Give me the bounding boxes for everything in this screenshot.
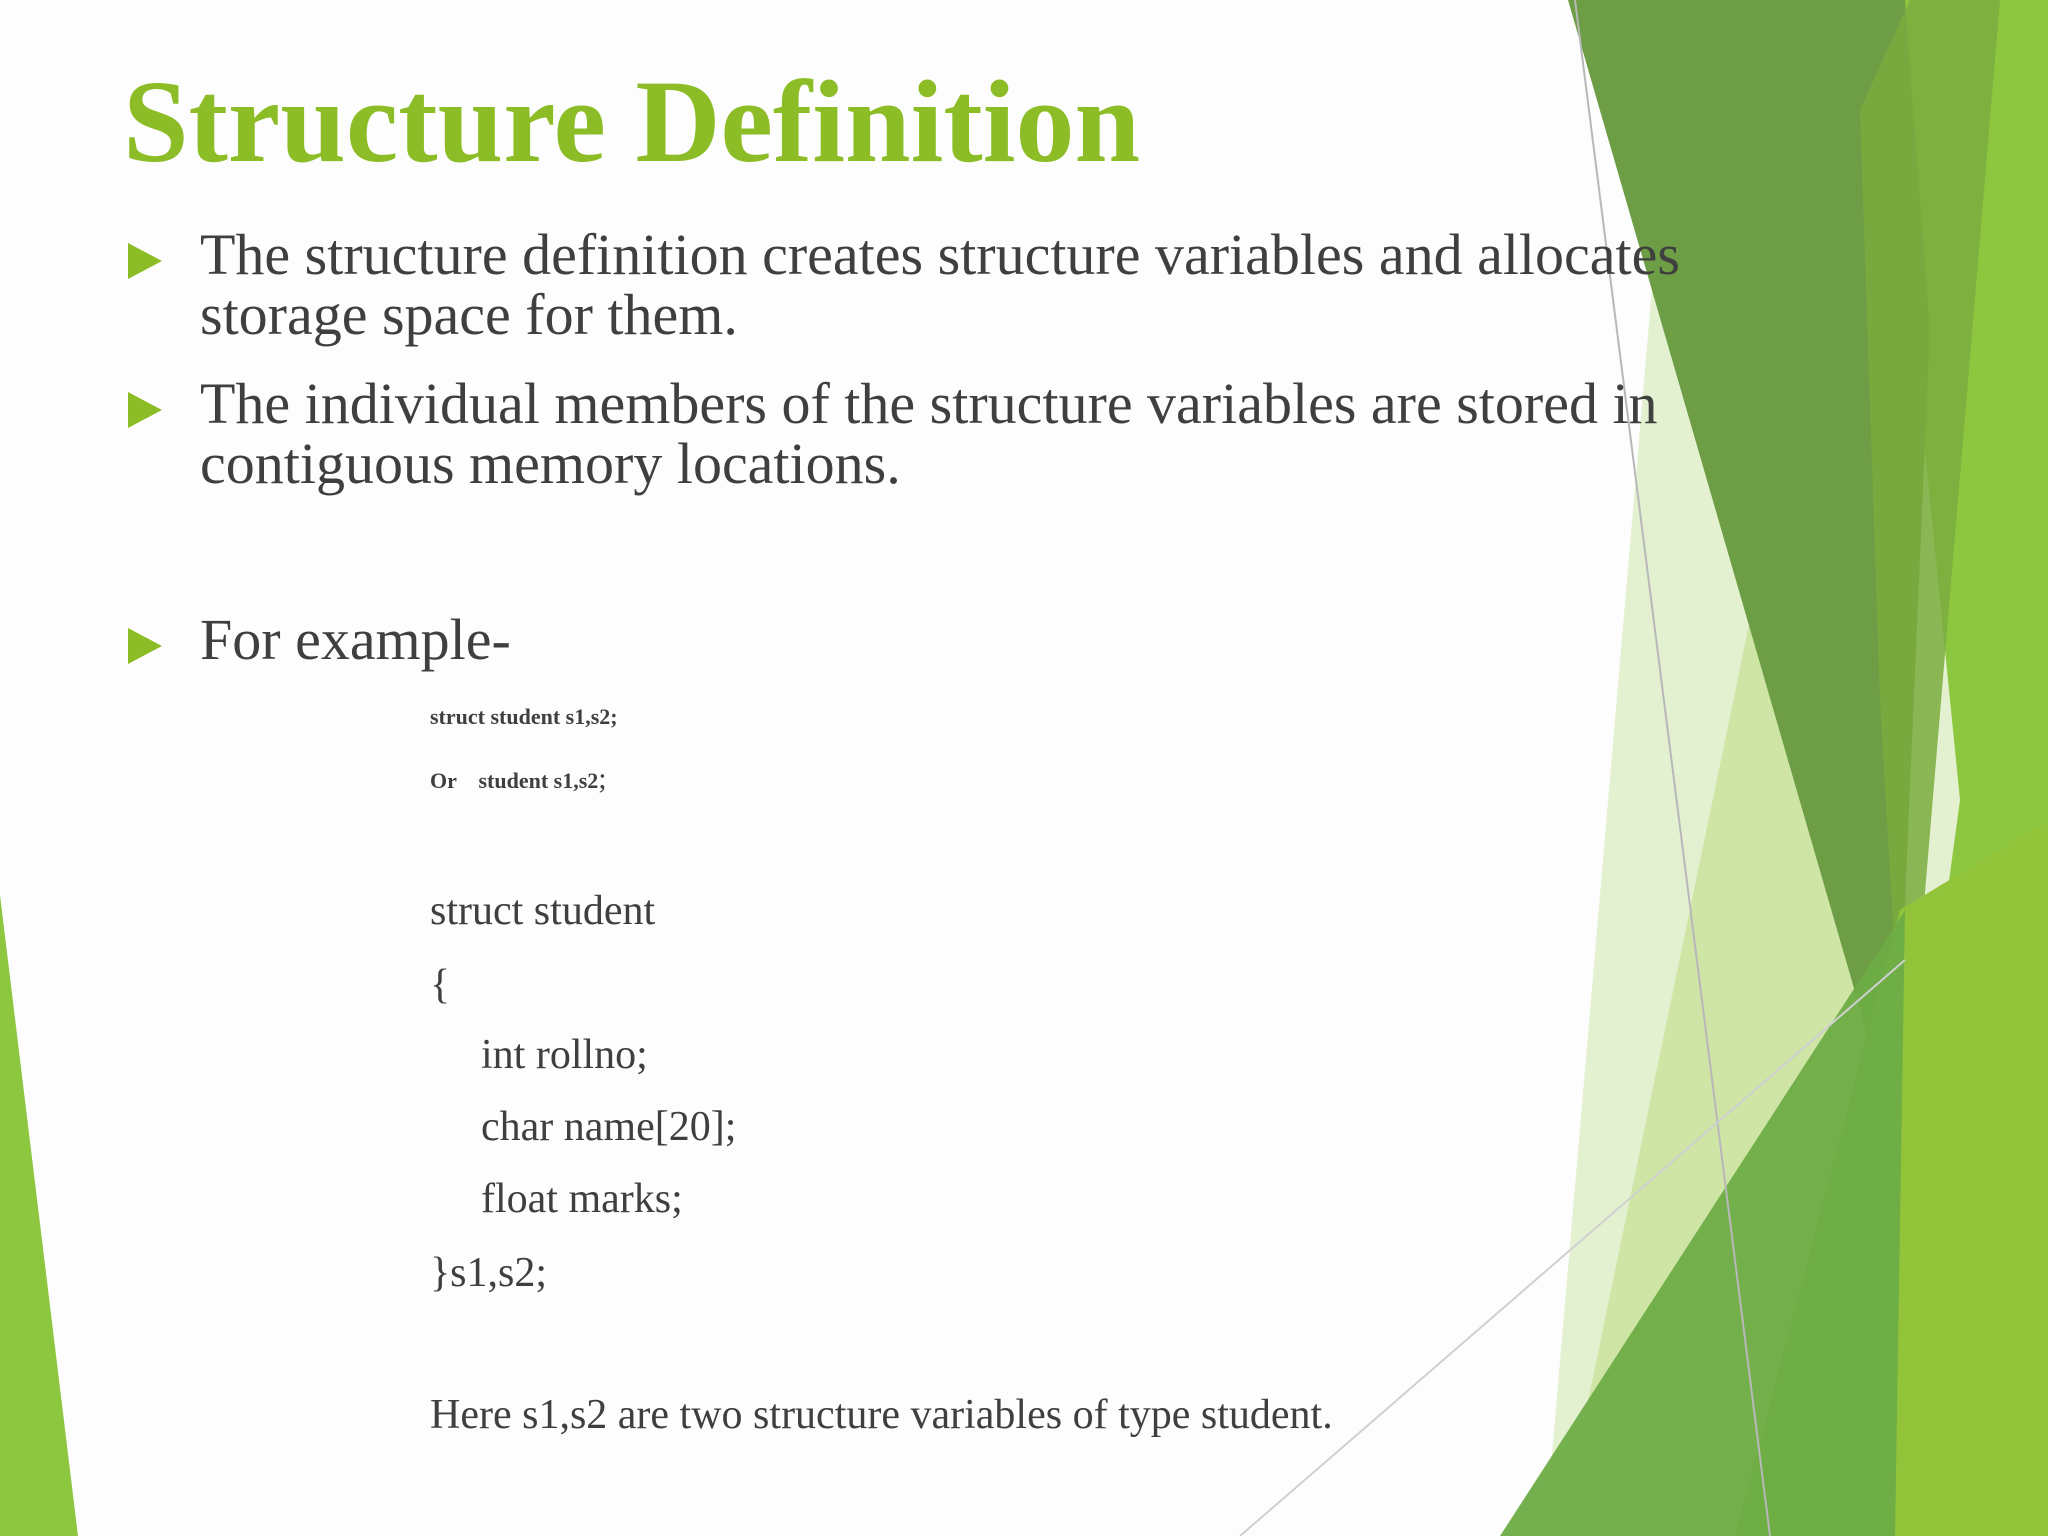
code-line: char name[20]; xyxy=(481,1104,737,1150)
code-line: { xyxy=(430,962,451,1008)
bullet-line: For example- xyxy=(200,607,511,672)
slide-title: Structure Definition xyxy=(123,56,1141,187)
right-triangle-icon xyxy=(128,392,162,428)
example-note: Here s1,s2 are two structure variables of type student. xyxy=(430,1392,1333,1438)
code-line: float marks; xyxy=(481,1176,683,1222)
alternative-semicolon: ; xyxy=(598,762,607,795)
bullet-line: storage space for them. xyxy=(200,282,738,347)
example-alternative xyxy=(430,762,607,795)
code-line: struct student xyxy=(430,888,656,934)
code-line: }s1,s2; xyxy=(430,1250,548,1296)
alternative-text: Or student s1,s2 xyxy=(430,768,599,793)
left-edge-shape xyxy=(0,895,78,1536)
bullet-line: The structure definition creates structure variables and allocates xyxy=(200,222,1680,287)
example-declaration: struct student s1,s2; xyxy=(430,704,618,729)
code-line: int rollno; xyxy=(481,1032,648,1078)
bullet-line: The individual members of the structure variables are stored in xyxy=(200,371,1658,436)
right-triangle-icon xyxy=(128,628,162,664)
right-triangle-icon xyxy=(128,243,162,279)
bullet-line: contiguous memory locations. xyxy=(200,431,901,496)
